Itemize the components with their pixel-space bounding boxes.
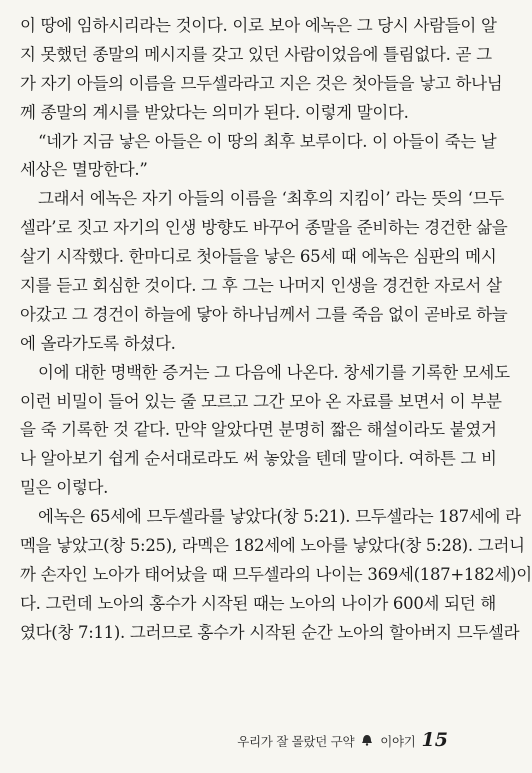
text-line: 이런 비밀이 들어 있는 줄 모르고 그간 모아 온 자료를 보면서 이 부분 bbox=[20, 391, 502, 411]
text-line: 지 못했던 종말의 메시지를 갖고 있던 사람이었음에 틀림없다. 곧 그 bbox=[20, 44, 492, 64]
text-line: 지를 듣고 회심한 것이다. 그 후 그는 나머지 인생을 경건한 자로서 살 bbox=[20, 276, 502, 296]
text-line: 셀라’로 짓고 자기의 인생 방향도 바꾸어 종말을 준비하는 경건한 삶을 bbox=[20, 218, 508, 238]
text-line: 멕을 낳았고(창 5:25), 라멕은 182세에 노아를 낳았다(창 5:28). 그러니 bbox=[20, 536, 525, 556]
running-title-suffix: 이야기 bbox=[380, 734, 416, 749]
text-line: 에녹은 65세에 므두셀라를 낳았다(창 5:21). 므두셀라는 187세에 라 bbox=[38, 507, 521, 527]
text-line: 이에 대한 명백한 증거는 그 다음에 나온다. 창세기를 기록한 모세도 bbox=[38, 362, 510, 382]
text-line: 아갔고 그 경건이 하늘에 닿아 하나님께서 그를 죽음 없이 곧바로 하늘 bbox=[20, 304, 508, 324]
running-title: 우리가 잘 몰랐던 구약 bbox=[237, 734, 355, 749]
page-footer bbox=[237, 729, 448, 751]
body-text bbox=[20, 12, 532, 648]
page-number: 15 bbox=[421, 729, 448, 751]
text-line: 였다(창 7:11). 그러므로 홍수가 시작된 순간 노아의 할아버지 므두셀라 bbox=[20, 622, 520, 642]
text-line: “네가 지금 낳은 아들은 이 땅의 최후 보루이다. 이 아들이 죽는 날 bbox=[38, 131, 497, 151]
text-line: 그래서 에녹은 자기 아들의 이름을 ‘최후의 지킴이’ 라는 뜻의 ‘므두 bbox=[38, 189, 504, 209]
text-line: 이 땅에 임하시리라는 것이다. 이로 보아 에녹은 그 당시 사람들이 알 bbox=[20, 16, 497, 35]
text-line: 밀은 이렇다. bbox=[20, 478, 109, 498]
text-line: 세상은 멸망한다.” bbox=[20, 160, 148, 180]
text-line: 나 알아보기 쉽게 순서대로라도 써 놓았을 텐데 말이다. 여하튼 그 비 bbox=[20, 449, 497, 469]
text-line: 까 손자인 노아가 태어났을 때 므두셀라의 나이는 369세(187+182세)이 bbox=[20, 564, 532, 584]
text-line: 을 죽 기록한 것 같다. 만약 알았다면 분명히 짧은 해설이라도 붙였거 bbox=[20, 420, 497, 440]
text-line: 에 올라가도록 하셨다. bbox=[20, 333, 176, 353]
text-line: 다. 그런데 노아의 홍수가 시작된 때는 노아의 나이가 600세 되던 해 bbox=[20, 593, 496, 613]
text-line: 살기 시작했다. 한마디로 첫아들을 낳은 65세 때 에녹은 심판의 메시 bbox=[20, 247, 497, 267]
text-line: 께 종말의 계시를 받았다는 의미가 된다. 이렇게 말이다. bbox=[20, 102, 409, 122]
bell-ornament-icon bbox=[360, 731, 374, 743]
text-line: 가 자기 아들의 이름을 므두셀라라고 지은 것은 첫아들을 낳고 하나님 bbox=[20, 73, 503, 93]
